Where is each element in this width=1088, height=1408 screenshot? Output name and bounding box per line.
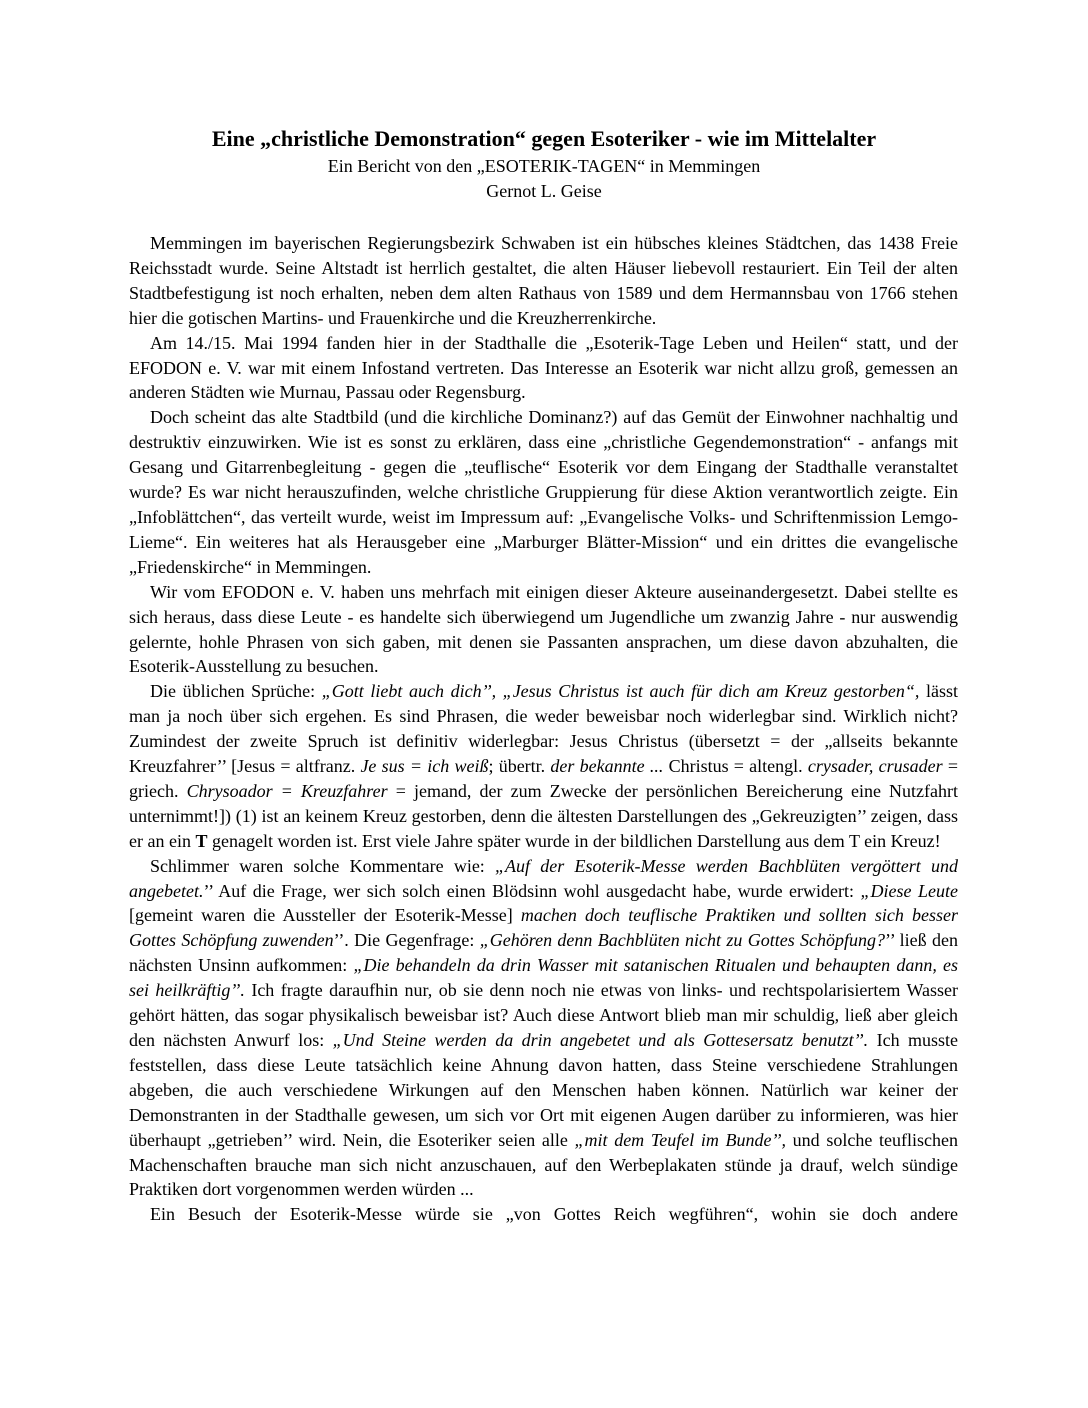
body-paragraph: [129, 679, 958, 853]
body-paragraph: [129, 854, 958, 1203]
text-run: und solche teuflischen Machenschaften brauche man sich nicht anzuschauen, auf den Werbeplakaten stünde ja drauf, welch sündige Praktiken dort vorgenommen werden würden ...: [129, 1129, 958, 1200]
text-run: Am 14./15. Mai 1994 fanden hier in der Stadthalle die „Esoterik-Tage Leben und Heilen“ statt, und der EFODON e. V. war mit einem Infostand vertreten. Das Interesse an Esoterik war nicht allzu groß, gemessen an anderen Städten wie Murnau, Passau oder Regensburg.: [129, 332, 958, 403]
italic-text: der bekannte ...: [550, 756, 664, 777]
text-run: Schlimmer waren solche Kommentare wie:: [150, 855, 496, 876]
body-paragraph: [129, 405, 958, 579]
text-run: Die üblichen Sprüche:: [150, 681, 322, 702]
italic-text: „Auf der Esoterik-Messe werden Bachblüten vergöttert und angebetet.: [129, 855, 958, 901]
body-paragraph: [129, 580, 958, 680]
text-run: Memmingen im bayerischen Regierungsbezirk Schwaben ist ein hübsches kleines Städtchen, das 1438 Freie Reichsstadt wurde. Seine Altstadt ist herrlich gestaltet, die alten Häuser liebevoll restauriert. Ein Teil der alten Stadtbefestigung ist noch erhalten, neben dem alten Rathaus von 1589 und dem Hermannsbau von 1766 stehen hier die gotischen Martins- und Frauenkirche und die Kreuzherrenkirche.: [129, 233, 958, 328]
italic-text: machen doch teuflische Praktiken und sollten sich besser Gottes Schöpfung zuwenden: [129, 905, 958, 951]
text-run: Wir vom EFODON e. V. haben uns mehrfach mit einigen dieser Akteure auseinandergesetzt. Dabei stellte es sich heraus, dass diese Leute - es handelte sich überwiegend um Jugendliche um zwanzig Jahre - nur auswendig gelernte, hohle Phrasen von sich gaben, mit denen sie Passanten ansprachen, um diese davon abzuhalten, die Esoterik-Ausstellung zu besuchen.: [129, 581, 958, 677]
text-run: ’’ Auf die Frage, wer sich solch einen Blödsinn wohl ausgedacht habe, wurde erwidert:: [203, 880, 861, 901]
text-run: ’’. Die Gegenfrage:: [333, 930, 480, 951]
italic-text: Chrysoador = Kreuzfahrer: [186, 780, 388, 801]
italic-text: „Die behandeln da drin Wasser mit satanischen Ritualen und behaupten dann, es sei heilkräftig’’.: [129, 955, 958, 1001]
text-run: genagelt worden ist. Erst viele Jahre später wurde in der bildlichen Darstellung aus dem T ein Kreuz!: [207, 830, 941, 851]
body-paragraph: [129, 231, 958, 331]
body-paragraph: [129, 331, 958, 406]
body-paragraph: [129, 1202, 958, 1227]
text-run: Ich fragte daraufhin nur, ob sie denn noch nie etwas von links- und rechtspolarisiertem Wasser gehört hätten, das sogar physikalisch beweisbar ist? Auch diese Antwort blieb man mir schuldig, ließ aber gleich den nächsten Anwurf los:: [129, 980, 958, 1050]
italic-text: „Diese Leute: [860, 880, 958, 901]
italic-text: „Und Steine werden da drin angebetet und als Gottesersatz benutzt’’.: [332, 1030, 869, 1050]
text-run: lässt man ja noch über sich ergehen. Es sind Phrasen, die weder beweisbar noch widerlegbar sind. Wirklich nicht? Zumindest der zweite Spruch ist definitiv widerlegbar: Jesus Christus (übersetzt = der „allseits bekannte Kreuzfahrer’’ [Jesus = altfranz.: [129, 681, 958, 777]
text-run: Doch scheint das alte Stadtbild (und die kirchliche Dominanz?) auf das Gemüt der Einwohner nachhaltig und destruktiv einzuwirken. Wie ist es sonst zu erklären, dass eine „christliche Gegendemonstration“ - anfangs mit Gesang und Gitarrenbegleitung - gegen die „teuflische“ Esoterik vor dem Eingang der Stadthalle veranstaltet wurde? Es war nicht herauszufinden, welche christliche Gruppierung für diese Aktion verantwortlich zeigte. Ein „Infoblättchen“, das verteilt wurde, weist im Impressum auf: „Evangelische Volks- und Schriftenmission Lemgo-Lieme“. Ein weiteres hat als Herausgeber eine „Marburger Blätter-Mission“ und ein drittes die evangelische „Friedenskirche“ in Memmingen.: [129, 407, 958, 577]
article-body: [129, 231, 958, 1227]
page-subtitle: Ein Bericht von den „ESOTERIK-TAGEN“ in Memmingen: [327, 156, 761, 176]
text-run: = jemand, der zum Zwecke der persönlichen Bereicherung eine Nutzfahrt unternimmt!]) (1) ist an keinem Kreuz gestorben, denn die ältesten Darstellungen des „Gekreuzigten’’ zeigen, dass er an ein: [129, 780, 959, 851]
document-header: [130, 124, 958, 204]
author-name: Gernot L. Geise: [486, 181, 602, 201]
italic-text: „Gott liebt auch dich’’, „Jesus Christus ist auch für dich am Kreuz gestorben“,: [321, 681, 920, 702]
text-run: Ich musste feststellen, dass diese Leute tatsächlich keine Ahnung davon hatten, dass Steine verschiedene Strahlungen abgeben, die auch verschiedene Wirkungen auf den Menschen haben können. Natürlich war keiner der Demonstranten in der Stadthalle gewesen, um sich vor Ort mit eigenen Augen darüber zu informieren, was hier überhaupt „getrieben’’ wird. Nein, die Esoteriker seien alle: [129, 1030, 959, 1150]
bold-text: T: [195, 830, 208, 851]
text-run: Ein Besuch der Esoterik-Messe würde sie „von Gottes Reich wegführen“, wohin sie doch andere: [150, 1204, 958, 1225]
text-run: Christus = altengl.: [663, 756, 808, 777]
text-run: ; übertr.: [488, 756, 551, 777]
text-run: = griech.: [129, 756, 959, 801]
italic-text: crysader, crusader: [807, 756, 943, 777]
italic-text: „Gehören denn Bachblüten nicht zu Gottes Schöpfung?: [479, 930, 886, 951]
text-run: [gemeint waren die Aussteller der Esoterik-Messe]: [129, 905, 521, 926]
page-title: Eine „christliche Demonstration“ gegen Esoteriker - wie im Mittelalter: [211, 126, 877, 151]
italic-text: Je sus = ich weiß: [360, 756, 489, 777]
italic-text: „mit dem Teufel im Bunde’’,: [574, 1129, 787, 1150]
text-run: ’’ ließ den nächsten Unsinn aufkommen:: [129, 930, 958, 976]
